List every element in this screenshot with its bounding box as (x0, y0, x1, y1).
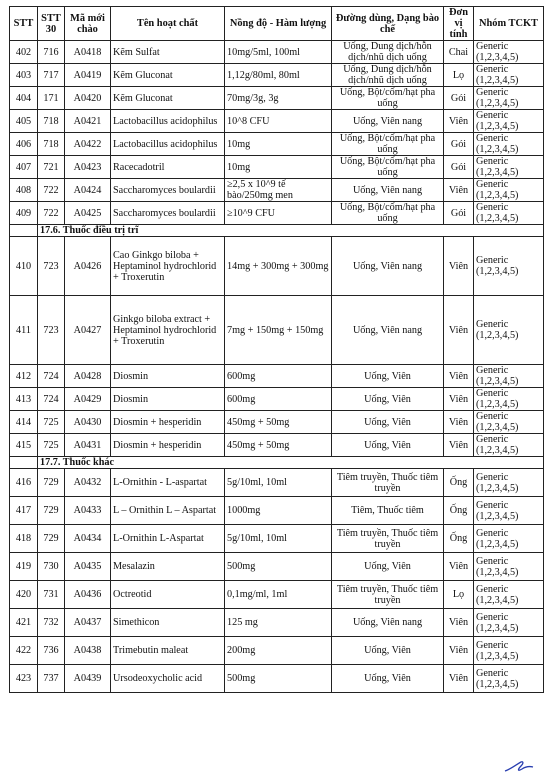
cell-nhom-tckt: Generic (1,2,3,4,5) (474, 434, 544, 457)
col-header-stt: STT (10, 7, 38, 41)
drug-list-table (9, 6, 544, 693)
cell-stt: 404 (10, 87, 38, 110)
cell-ten-hoat-chat: L – Ornithin L – Aspartat (111, 497, 225, 525)
cell-nhom-tckt: Generic (1,2,3,4,5) (474, 665, 544, 693)
cell-nhom-tckt: Generic (1,2,3,4,5) (474, 581, 544, 609)
cell-stt30: 722 (38, 202, 65, 225)
cell-stt: 419 (10, 553, 38, 581)
cell-nong-do: 600mg (225, 388, 332, 411)
cell-don-vi-tinh: Lọ (444, 581, 474, 609)
cell-stt: 423 (10, 665, 38, 693)
table-row (10, 365, 544, 388)
cell-stt30: 736 (38, 637, 65, 665)
table-row (10, 133, 544, 156)
cell-duong-dung: Uống, Viên (332, 434, 444, 457)
cell-stt: 408 (10, 179, 38, 202)
table-row (10, 411, 544, 434)
cell-nhom-tckt: Generic (1,2,3,4,5) (474, 296, 544, 365)
table-row (10, 202, 544, 225)
cell-nong-do: 10mg (225, 156, 332, 179)
cell-ma-moi-chao: A0438 (65, 637, 111, 665)
cell-duong-dung: Uống, Viên (332, 388, 444, 411)
cell-don-vi-tinh: Viên (444, 553, 474, 581)
cell-nong-do: 500mg (225, 553, 332, 581)
cell-stt30: 729 (38, 525, 65, 553)
cell-don-vi-tinh: Gói (444, 156, 474, 179)
cell-stt30: 718 (38, 133, 65, 156)
cell-don-vi-tinh: Viên (444, 237, 474, 296)
cell-nhom-tckt: Generic (1,2,3,4,5) (474, 469, 544, 497)
cell-duong-dung: Uống, Viên nang (332, 609, 444, 637)
cell-duong-dung: Uống, Dung dịch/hỗn dịch/nhũ dịch uống (332, 41, 444, 64)
cell-nhom-tckt: Generic (1,2,3,4,5) (474, 411, 544, 434)
cell-ma-moi-chao: A0418 (65, 41, 111, 64)
table-row (10, 637, 544, 665)
cell-nhom-tckt: Generic (1,2,3,4,5) (474, 133, 544, 156)
cell-don-vi-tinh: Gói (444, 87, 474, 110)
table-row (10, 581, 544, 609)
cell-stt30: 725 (38, 411, 65, 434)
cell-stt30: 732 (38, 609, 65, 637)
cell-nhom-tckt: Generic (1,2,3,4,5) (474, 156, 544, 179)
col-header-don-vi-tinh: Đơn vị tính (444, 7, 474, 41)
cell-ten-hoat-chat: Octreotid (111, 581, 225, 609)
cell-nhom-tckt: Generic (1,2,3,4,5) (474, 525, 544, 553)
cell-don-vi-tinh: Viên (444, 179, 474, 202)
table-row (10, 665, 544, 693)
cell-ten-hoat-chat: Cao Ginkgo biloba + Heptaminol hydrochlorid + Troxerutin (111, 237, 225, 296)
cell-nong-do: ≥10^9 CFU (225, 202, 332, 225)
cell-ma-moi-chao: A0429 (65, 388, 111, 411)
cell-stt30: 723 (38, 237, 65, 296)
cell-stt: 402 (10, 41, 38, 64)
cell-don-vi-tinh: Viên (444, 609, 474, 637)
cell-nong-do: 5g/10ml, 10ml (225, 525, 332, 553)
table-row (10, 553, 544, 581)
cell-stt: 416 (10, 469, 38, 497)
cell-ma-moi-chao: A0426 (65, 237, 111, 296)
cell-nhom-tckt: Generic (1,2,3,4,5) (474, 553, 544, 581)
table-row (10, 179, 544, 202)
cell-ma-moi-chao: A0420 (65, 87, 111, 110)
cell-stt30: 716 (38, 41, 65, 64)
table-row (10, 41, 544, 64)
cell-stt: 409 (10, 202, 38, 225)
cell-stt30: 731 (38, 581, 65, 609)
cell-stt: 407 (10, 156, 38, 179)
section-row (10, 457, 544, 469)
cell-stt: 414 (10, 411, 38, 434)
cell-don-vi-tinh: Viên (444, 411, 474, 434)
cell-don-vi-tinh: Viên (444, 110, 474, 133)
table-row (10, 237, 544, 296)
cell-duong-dung: Tiêm truyền, Thuốc tiêm truyền (332, 581, 444, 609)
cell-ten-hoat-chat: Trimebutin maleat (111, 637, 225, 665)
cell-nong-do: 600mg (225, 365, 332, 388)
cell-don-vi-tinh: Gói (444, 133, 474, 156)
cell-stt30: 717 (38, 64, 65, 87)
cell-stt30: 729 (38, 497, 65, 525)
cell-ten-hoat-chat: Racecadotril (111, 156, 225, 179)
cell-stt30: 718 (38, 110, 65, 133)
cell-stt30: 724 (38, 388, 65, 411)
cell-ma-moi-chao: A0424 (65, 179, 111, 202)
cell-duong-dung: Tiêm truyền, Thuốc tiêm truyền (332, 525, 444, 553)
table-header-row (10, 7, 544, 41)
cell-don-vi-tinh: Viên (444, 296, 474, 365)
cell-nong-do: 500mg (225, 665, 332, 693)
table-row (10, 497, 544, 525)
table-row (10, 110, 544, 133)
cell-nhom-tckt: Generic (1,2,3,4,5) (474, 202, 544, 225)
cell-nong-do: 450mg + 50mg (225, 434, 332, 457)
cell-don-vi-tinh: Viên (444, 434, 474, 457)
cell-ten-hoat-chat: Mesalazin (111, 553, 225, 581)
cell-duong-dung: Uống, Viên (332, 665, 444, 693)
cell-nong-do: 450mg + 50mg (225, 411, 332, 434)
cell-stt: 417 (10, 497, 38, 525)
cell-ma-moi-chao: A0435 (65, 553, 111, 581)
cell-duong-dung: Uống, Bột/cốm/hạt pha uống (332, 87, 444, 110)
cell-nhom-tckt: Generic (1,2,3,4,5) (474, 637, 544, 665)
cell-ten-hoat-chat: Lactobacillus acidophilus (111, 133, 225, 156)
cell-ma-moi-chao: A0437 (65, 609, 111, 637)
cell-stt30: 725 (38, 434, 65, 457)
cell-ten-hoat-chat: Kẽm Sulfat (111, 41, 225, 64)
cell-don-vi-tinh: Lọ (444, 64, 474, 87)
cell-nhom-tckt: Generic (1,2,3,4,5) (474, 110, 544, 133)
section-row (10, 225, 544, 237)
table-row (10, 434, 544, 457)
cell-stt: 421 (10, 609, 38, 637)
cell-don-vi-tinh: Ống (444, 525, 474, 553)
table-row (10, 525, 544, 553)
cell-nhom-tckt: Generic (1,2,3,4,5) (474, 609, 544, 637)
cell-nhom-tckt: Generic (1,2,3,4,5) (474, 87, 544, 110)
cell-don-vi-tinh: Viên (444, 665, 474, 693)
section-spacer (10, 457, 38, 469)
cell-stt: 420 (10, 581, 38, 609)
cell-ten-hoat-chat: Kẽm Gluconat (111, 87, 225, 110)
cell-ma-moi-chao: A0428 (65, 365, 111, 388)
cell-nhom-tckt: Generic (1,2,3,4,5) (474, 388, 544, 411)
cell-ma-moi-chao: A0427 (65, 296, 111, 365)
cell-don-vi-tinh: Viên (444, 637, 474, 665)
cell-ten-hoat-chat: Diosmin + hesperidin (111, 434, 225, 457)
cell-ma-moi-chao: A0433 (65, 497, 111, 525)
cell-nong-do: 200mg (225, 637, 332, 665)
table-row (10, 388, 544, 411)
signature-mark (503, 760, 535, 774)
cell-ma-moi-chao: A0431 (65, 434, 111, 457)
cell-nong-do: 7mg + 150mg + 150mg (225, 296, 332, 365)
section-title: 17.6. Thuốc điều trị trĩ (38, 225, 544, 237)
cell-ma-moi-chao: A0439 (65, 665, 111, 693)
cell-don-vi-tinh: Chai (444, 41, 474, 64)
cell-stt: 418 (10, 525, 38, 553)
cell-stt30: 730 (38, 553, 65, 581)
cell-nhom-tckt: Generic (1,2,3,4,5) (474, 41, 544, 64)
cell-stt: 405 (10, 110, 38, 133)
cell-duong-dung: Uống, Viên nang (332, 179, 444, 202)
cell-ten-hoat-chat: Diosmin (111, 365, 225, 388)
cell-stt30: 171 (38, 87, 65, 110)
cell-stt: 406 (10, 133, 38, 156)
cell-duong-dung: Uống, Bột/cốm/hạt pha uống (332, 202, 444, 225)
cell-ma-moi-chao: A0434 (65, 525, 111, 553)
cell-ten-hoat-chat: Ursodeoxycholic acid (111, 665, 225, 693)
cell-nong-do: 1,12g/80ml, 80ml (225, 64, 332, 87)
cell-ma-moi-chao: A0419 (65, 64, 111, 87)
cell-stt: 415 (10, 434, 38, 457)
cell-ten-hoat-chat: Simethicon (111, 609, 225, 637)
cell-stt30: 737 (38, 665, 65, 693)
table-row (10, 296, 544, 365)
cell-don-vi-tinh: Viên (444, 365, 474, 388)
col-header-nong-do: Nồng độ - Hàm lượng (225, 7, 332, 41)
cell-ten-hoat-chat: Saccharomyces boulardii (111, 202, 225, 225)
cell-ten-hoat-chat: Lactobacillus acidophilus (111, 110, 225, 133)
cell-duong-dung: Uống, Dung dịch/hỗn dịch/nhũ dịch uống (332, 64, 444, 87)
cell-nhom-tckt: Generic (1,2,3,4,5) (474, 497, 544, 525)
cell-ten-hoat-chat: L-Ornithin L-Aspartat (111, 525, 225, 553)
cell-stt30: 724 (38, 365, 65, 388)
table-body (10, 41, 544, 693)
cell-nong-do: 5g/10ml, 10ml (225, 469, 332, 497)
cell-stt30: 722 (38, 179, 65, 202)
cell-stt30: 729 (38, 469, 65, 497)
cell-nong-do: ≥2,5 x 10^9 tế bào/250mg men (225, 179, 332, 202)
cell-don-vi-tinh: Ống (444, 469, 474, 497)
cell-stt30: 721 (38, 156, 65, 179)
section-title: 17.7. Thuốc khác (38, 457, 544, 469)
table-row (10, 64, 544, 87)
cell-nhom-tckt: Generic (1,2,3,4,5) (474, 179, 544, 202)
cell-duong-dung: Uống, Viên nang (332, 237, 444, 296)
cell-nong-do: 125 mg (225, 609, 332, 637)
cell-nong-do: 10mg/5ml, 100ml (225, 41, 332, 64)
cell-duong-dung: Tiêm, Thuốc tiêm (332, 497, 444, 525)
cell-duong-dung: Uống, Bột/cốm/hạt pha uống (332, 133, 444, 156)
cell-stt: 422 (10, 637, 38, 665)
cell-duong-dung: Uống, Viên (332, 637, 444, 665)
cell-ten-hoat-chat: Diosmin + hesperidin (111, 411, 225, 434)
cell-ma-moi-chao: A0432 (65, 469, 111, 497)
cell-stt: 410 (10, 237, 38, 296)
cell-stt30: 723 (38, 296, 65, 365)
cell-ten-hoat-chat: Ginkgo biloba extract + Heptaminol hydrochlorid + Troxerutin (111, 296, 225, 365)
cell-duong-dung: Uống, Viên (332, 365, 444, 388)
cell-ten-hoat-chat: Kẽm Gluconat (111, 64, 225, 87)
cell-don-vi-tinh: Gói (444, 202, 474, 225)
cell-ten-hoat-chat: L-Ornithin - L-aspartat (111, 469, 225, 497)
cell-duong-dung: Uống, Bột/cốm/hạt pha uống (332, 156, 444, 179)
cell-ten-hoat-chat: Saccharomyces boulardii (111, 179, 225, 202)
col-header-nhom-tckt: Nhóm TCKT (474, 7, 544, 41)
cell-ma-moi-chao: A0430 (65, 411, 111, 434)
cell-nong-do: 0,1mg/ml, 1ml (225, 581, 332, 609)
table-row (10, 469, 544, 497)
cell-duong-dung: Uống, Viên nang (332, 110, 444, 133)
cell-duong-dung: Uống, Viên (332, 411, 444, 434)
cell-nhom-tckt: Generic (1,2,3,4,5) (474, 237, 544, 296)
cell-nhom-tckt: Generic (1,2,3,4,5) (474, 64, 544, 87)
table-row (10, 156, 544, 179)
cell-stt: 412 (10, 365, 38, 388)
cell-nong-do: 14mg + 300mg + 300mg (225, 237, 332, 296)
cell-nong-do: 1000mg (225, 497, 332, 525)
cell-ma-moi-chao: A0423 (65, 156, 111, 179)
cell-ma-moi-chao: A0422 (65, 133, 111, 156)
cell-don-vi-tinh: Ống (444, 497, 474, 525)
cell-stt: 413 (10, 388, 38, 411)
table-row (10, 87, 544, 110)
cell-don-vi-tinh: Viên (444, 388, 474, 411)
cell-ma-moi-chao: A0436 (65, 581, 111, 609)
section-spacer (10, 225, 38, 237)
cell-nong-do: 70mg/3g, 3g (225, 87, 332, 110)
cell-nong-do: 10mg (225, 133, 332, 156)
col-header-duong-dung: Đường dùng, Dạng bào chế (332, 7, 444, 41)
cell-ten-hoat-chat: Diosmin (111, 388, 225, 411)
cell-ma-moi-chao: A0425 (65, 202, 111, 225)
cell-duong-dung: Uống, Viên nang (332, 296, 444, 365)
col-header-ma-moi-chao: Mã mới chào (65, 7, 111, 41)
cell-duong-dung: Uống, Viên (332, 553, 444, 581)
cell-nong-do: 10^8 CFU (225, 110, 332, 133)
cell-stt: 403 (10, 64, 38, 87)
table-row (10, 609, 544, 637)
col-header-stt30: STT 30 (38, 7, 65, 41)
col-header-ten-hoat-chat: Tên hoạt chất (111, 7, 225, 41)
cell-nhom-tckt: Generic (1,2,3,4,5) (474, 365, 544, 388)
cell-stt: 411 (10, 296, 38, 365)
cell-duong-dung: Tiêm truyền, Thuốc tiêm truyền (332, 469, 444, 497)
cell-ma-moi-chao: A0421 (65, 110, 111, 133)
